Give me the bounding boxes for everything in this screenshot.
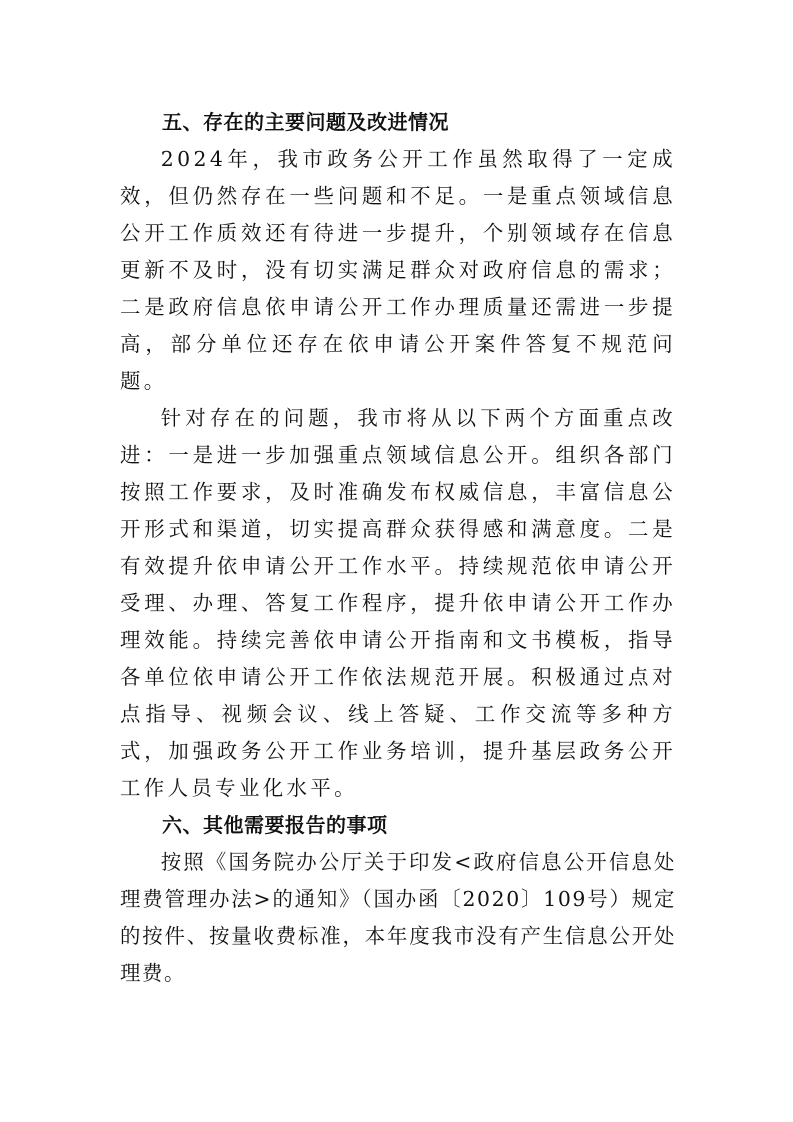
section-5-paragraph-problems: 2024年，我市政务公开工作虽然取得了一定成效，但仍然存在一些问题和不足。一是重点领域信息公开工作质效还有待进一步提升，个别领域存在信息更新不及时，没有切实满足群众对政府信息的需求；二是政府信息依申请公开工作办理质量还需进一步提高，部分单位还存在依申请公开案件答复不规范问题。: [120, 147, 676, 393]
section-5-paragraph-improvements: 针对存在的问题，我市将从以下两个方面重点改进：一是进一步加强重点领域信息公开。组织各部门按照工作要求，及时准确发布权威信息，丰富信息公开形式和渠道，切实提高群众获得感和满意度。二是有效提升依申请公开工作水平。持续规范依申请公开受理、办理、答复工作程序，提升依申请公开工作办理效能。持续完善依申请公开指南和文书模板，指导各单位依申请公开工作依法规范开展。积极通过点对点指导、视频会议、线上答疑、工作交流等多种方式，加强政务公开工作业务培训，提升基层政务公开工作人员专业化水平。: [120, 406, 676, 800]
section-6-heading: 六、其他需要报告的事项: [162, 813, 388, 837]
section-6-paragraph-fees: 按照《国务院办公厅关于印发<政府信息公开信息处理费管理办法>的通知》（国办函〔2020〕109号）规定的按件、按量收费标准，本年度我市没有产生信息公开处理费。: [120, 850, 676, 985]
section-5-heading: 五、存在的主要问题及改进情况: [162, 110, 449, 134]
document-page: [120, 104, 676, 992]
